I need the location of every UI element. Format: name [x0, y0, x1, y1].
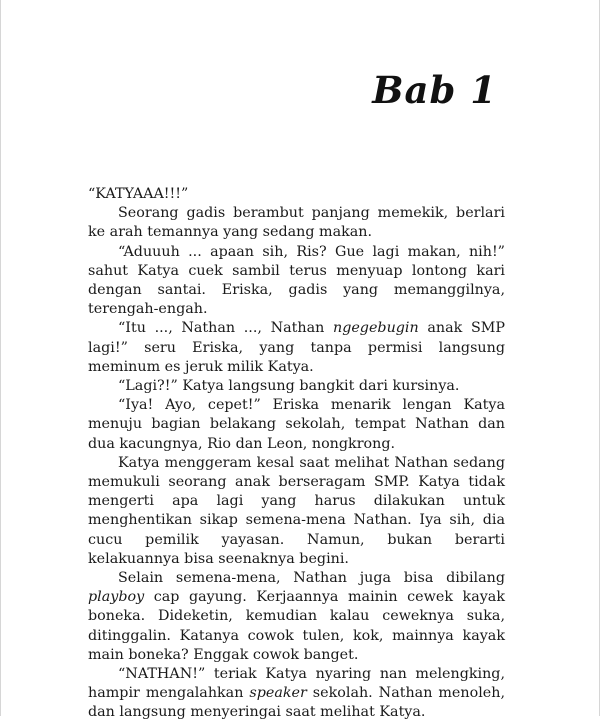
paragraph-2: Seorang gadis berambut panjang memekik, berlari ke arah temannya yang sedang makan.: [88, 205, 505, 241]
paragraph-1: “KATYAAA!!!”: [88, 186, 189, 202]
chapter-body: [88, 185, 505, 723]
chapter-title: Bab 1: [372, 68, 497, 112]
paragraph-9: “NATHAN!” teriak Katya nyaring nan melengking, hampir mengalahkan speaker sekolah. Nathan menoleh, dan langsung menyeringai saat melihat Katya.: [88, 666, 505, 721]
paragraph-6: “Iya! Ayo, cepet!” Eriska menarik lengan Katya menuju bagian belakang sekolah, tempat Nathan dan dua kacungnya, Rio dan Leon, nongkrong.: [88, 397, 505, 452]
italic-term: ngegebugin: [332, 320, 419, 337]
paragraph-8: Selain semena-mena, Nathan juga bisa dibilang playboy cap gayung. Kerjaannya mainin cewek kayak boneka. Dideketin, kemudian kalau ceweknya suka, ditinggalin. Katanya cowok tulen, kok, mainnya kayak main boneka? Enggak cowok banget.: [88, 570, 505, 663]
italic-term: playboy: [88, 589, 145, 606]
paragraph-4: “Itu ..., Nathan ..., Nathan ngegebugin anak SMP lagi!” seru Eriska, yang tanpa permisi langsung meminum es jeruk milik Katya.: [88, 320, 505, 375]
paragraph-3: “Aduuuh ... apaan sih, Ris? Gue lagi makan, nih!” sahut Katya cuek sambil terus menyuap lontong kari dengan santai. Eriska, gadis yang memanggilnya, terengah-engah.: [88, 243, 505, 318]
italic-term: speaker: [249, 685, 307, 702]
paragraph-7: Katya menggeram kesal saat melihat Nathan sedang memukuli seorang anak berseragam SMP. Katya tidak mengerti apa lagi yang harus dilakukan untuk menghentikan sikap semena-mena Nathan. Iya sih, dia cucu pemilik yayasan. Namun, bukan berarti kelakuannya bisa seenaknya begini.: [88, 454, 505, 567]
paragraph-5: “Lagi?!” Katya langsung bangkit dari kursinya.: [118, 378, 460, 395]
